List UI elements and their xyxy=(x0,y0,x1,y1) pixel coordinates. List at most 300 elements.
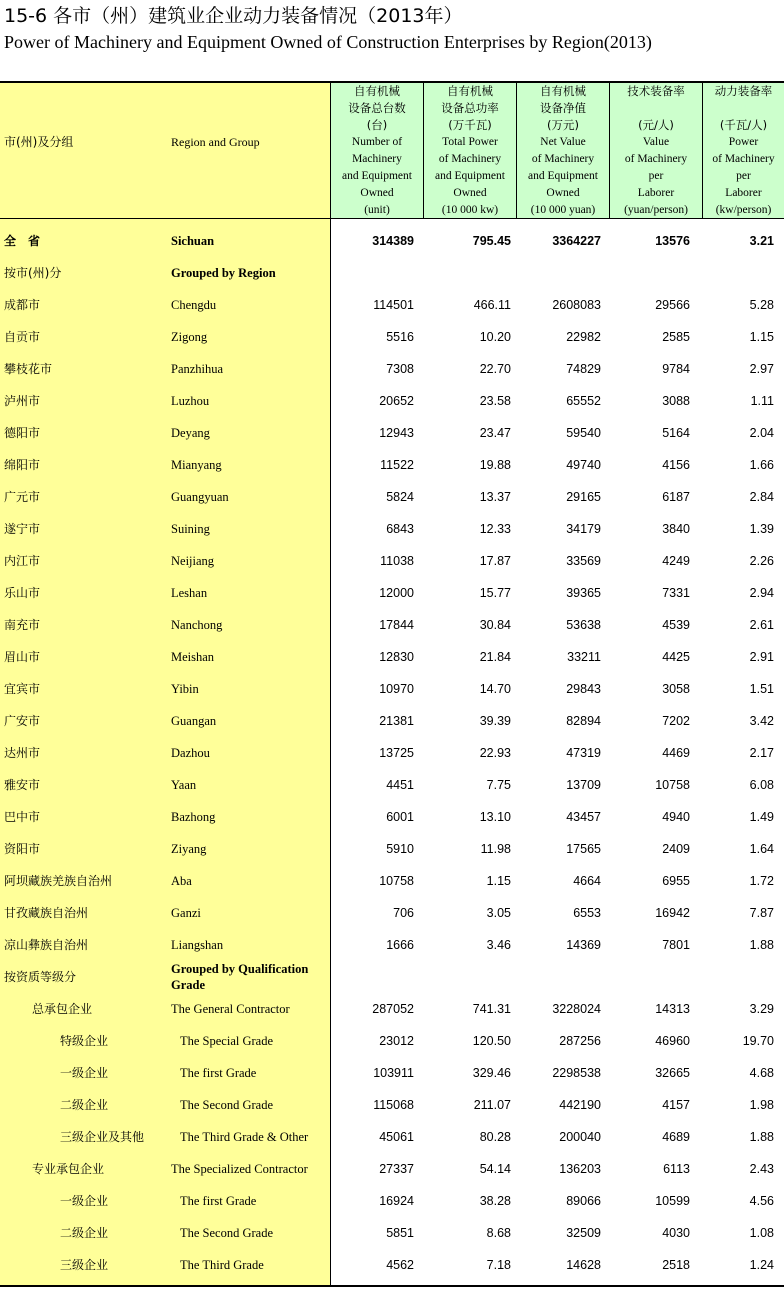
cell-value: 21381 xyxy=(379,714,414,728)
column-header-line: Laborer xyxy=(637,187,675,199)
cell-value: 12.33 xyxy=(479,522,511,536)
cell-value: 5824 xyxy=(386,490,414,504)
row-label-en: The first Grade xyxy=(180,1194,257,1208)
row-label-cn: 眉山市 xyxy=(4,650,41,664)
cell-value: 2.17 xyxy=(749,746,774,760)
row-label-en: Neijiang xyxy=(171,554,215,568)
cell-value: 14.70 xyxy=(479,682,511,696)
column-header-line: Owned xyxy=(546,187,580,199)
table-row xyxy=(0,609,784,641)
column-header-line: 设备总功率 xyxy=(441,101,499,115)
cell-value: 14313 xyxy=(655,1002,690,1016)
cell-value: 12830 xyxy=(379,650,414,664)
header-region-cn: 市(州)及分组 xyxy=(4,135,74,149)
table-row xyxy=(0,705,784,737)
row-label-cn: 成都市 xyxy=(4,298,41,312)
row-label-cn: 宜宾市 xyxy=(4,682,41,696)
cell-value: 795.45 xyxy=(472,234,511,248)
table-row xyxy=(0,1249,784,1281)
row-label-en: Grouped by Qualification Grade xyxy=(171,962,309,992)
cell-value: 3364227 xyxy=(552,234,601,248)
row-label-cn: 二级企业 xyxy=(60,1226,109,1240)
column-header-line: (万元) xyxy=(547,118,579,132)
cell-value: 30.84 xyxy=(479,618,511,632)
table-row xyxy=(0,289,784,321)
row-label-en: Ziyang xyxy=(171,842,207,856)
cell-value: 89066 xyxy=(566,1194,601,1208)
cell-value: 33569 xyxy=(566,554,601,568)
cell-value: 2.97 xyxy=(749,362,774,376)
cell-value: 1.66 xyxy=(749,458,774,472)
column-header-4 xyxy=(610,82,703,218)
cell-value: 27337 xyxy=(379,1162,414,1176)
cell-value: 1.64 xyxy=(749,842,774,856)
cell-value: 466.11 xyxy=(473,298,511,312)
cell-value: 14628 xyxy=(566,1258,601,1272)
cell-value: 4940 xyxy=(662,810,690,824)
cell-value: 8.68 xyxy=(486,1226,511,1240)
cell-value: 4562 xyxy=(386,1258,414,1272)
cell-value: 2608083 xyxy=(552,298,601,312)
cell-value: 2.94 xyxy=(749,586,774,600)
column-header-line: per xyxy=(648,170,664,182)
cell-value: 17.87 xyxy=(479,554,511,568)
cell-value: 2585 xyxy=(662,330,690,344)
table-row xyxy=(0,1089,784,1121)
row-label-en: The General Contractor xyxy=(171,1002,290,1016)
cell-value: 10758 xyxy=(379,874,414,888)
cell-value: 65552 xyxy=(566,394,601,408)
row-label-cn: 自贡市 xyxy=(4,330,41,344)
row-label-en: The Specialized Contractor xyxy=(171,1162,308,1176)
cell-value: 11522 xyxy=(380,458,414,472)
column-header-2 xyxy=(424,82,517,218)
cell-value: 39365 xyxy=(566,586,601,600)
row-label-en: Aba xyxy=(171,874,192,888)
row-label-en: Sichuan xyxy=(171,234,215,248)
cell-value: 5851 xyxy=(386,1226,414,1240)
cell-value: 10970 xyxy=(379,682,414,696)
cell-value: 32509 xyxy=(566,1226,601,1240)
row-label-en: Liangshan xyxy=(171,938,224,952)
cell-value: 6955 xyxy=(662,874,690,888)
cell-value: 6001 xyxy=(386,810,414,824)
cell-value: 39.39 xyxy=(479,714,511,728)
column-header-line: and Equipment xyxy=(342,170,412,182)
cell-value: 33211 xyxy=(567,650,601,664)
cell-value: 16942 xyxy=(655,906,690,920)
cell-value: 2.04 xyxy=(749,426,774,440)
cell-value: 4689 xyxy=(662,1130,690,1144)
row-label-cn: 按资质等级分 xyxy=(4,970,77,984)
cell-value: 2.84 xyxy=(749,490,774,504)
cell-value: 2.26 xyxy=(749,554,774,568)
table-row xyxy=(0,545,784,577)
cell-value: 23012 xyxy=(379,1034,414,1048)
cell-value: 3840 xyxy=(662,522,690,536)
row-label-cn: 资阳市 xyxy=(4,842,41,856)
cell-value: 10599 xyxy=(655,1194,690,1208)
cell-value: 4539 xyxy=(662,618,690,632)
cell-value: 38.28 xyxy=(479,1194,511,1208)
cell-value: 7.75 xyxy=(486,778,511,792)
cell-value: 1.39 xyxy=(749,522,774,536)
cell-value: 59540 xyxy=(566,426,601,440)
cell-value: 7.18 xyxy=(486,1258,511,1272)
cell-value: 314389 xyxy=(372,234,414,248)
table-row xyxy=(0,1153,784,1185)
header-rule xyxy=(0,218,784,219)
cell-value: 1.15 xyxy=(749,330,774,344)
cell-value: 4249 xyxy=(662,554,690,568)
row-label-en: Bazhong xyxy=(171,810,216,824)
column-header-3 xyxy=(517,82,610,218)
table-row xyxy=(0,449,784,481)
row-label-cn: 乐山市 xyxy=(4,586,41,600)
column-header-line: of Machinery xyxy=(531,153,595,165)
cell-value: 22.70 xyxy=(479,362,511,376)
column-header-line: (10 000 yuan) xyxy=(530,204,596,216)
row-label-cn: 德阳市 xyxy=(4,426,41,440)
cell-value: 6.08 xyxy=(749,778,774,792)
table-row xyxy=(0,865,784,897)
table-row xyxy=(0,993,784,1025)
row-label-cn: 巴中市 xyxy=(4,810,41,824)
column-header-line: of Machinery xyxy=(712,153,775,165)
cell-value: 15.77 xyxy=(479,586,511,600)
cell-value: 1.08 xyxy=(749,1226,774,1240)
column-header-line: Laborer xyxy=(725,187,762,199)
table-row xyxy=(0,1185,784,1217)
cell-value: 23.58 xyxy=(479,394,511,408)
column-header-line: (台) xyxy=(366,118,388,132)
cell-value: 3.05 xyxy=(486,906,511,920)
cell-value: 5516 xyxy=(386,330,414,344)
cell-value: 17565 xyxy=(566,842,601,856)
cell-value: 74829 xyxy=(566,362,601,376)
row-label-cn: 泸州市 xyxy=(4,394,41,408)
cell-value: 29566 xyxy=(655,298,690,312)
cell-value: 2409 xyxy=(662,842,690,856)
row-label-cn: 一级企业 xyxy=(60,1194,109,1208)
cell-value: 6843 xyxy=(386,522,414,536)
cell-value: 45061 xyxy=(379,1130,414,1144)
cell-value: 329.46 xyxy=(472,1066,511,1080)
cell-value: 20652 xyxy=(379,394,414,408)
cell-value: 11.98 xyxy=(480,842,511,856)
header-region-en: Region and Group xyxy=(171,135,260,149)
cell-value: 16924 xyxy=(379,1194,414,1208)
cell-value: 1.15 xyxy=(486,874,511,888)
cell-value: 4.68 xyxy=(749,1066,774,1080)
row-label-cn: 绵阳市 xyxy=(4,458,41,472)
row-label-cn: 南充市 xyxy=(4,618,41,632)
cell-value: 5.28 xyxy=(749,298,774,312)
column-header-line: 动力装备率 xyxy=(714,84,773,98)
cell-value: 9784 xyxy=(662,362,690,376)
cell-value: 29165 xyxy=(566,490,601,504)
table-row xyxy=(0,385,784,417)
cell-value: 3.29 xyxy=(749,1002,774,1016)
cell-value: 82894 xyxy=(566,714,601,728)
table-row xyxy=(0,225,784,257)
table-row xyxy=(0,1217,784,1249)
cell-value: 17844 xyxy=(379,618,414,632)
cell-value: 1666 xyxy=(386,938,414,952)
cell-value: 4157 xyxy=(662,1098,690,1112)
row-label-en: Yibin xyxy=(171,682,199,696)
column-header-line xyxy=(610,100,702,117)
cell-value: 4425 xyxy=(662,650,690,664)
column-header-line: Net Value xyxy=(540,136,586,148)
cell-value: 46960 xyxy=(655,1034,690,1048)
cell-value: 13709 xyxy=(566,778,601,792)
row-label-cn: 三级企业及其他 xyxy=(60,1130,145,1144)
cell-value: 23.47 xyxy=(479,426,511,440)
cell-value: 14369 xyxy=(566,938,601,952)
column-header-line: per xyxy=(736,170,751,182)
column-header-line: and Equipment xyxy=(435,170,505,182)
table-row xyxy=(0,833,784,865)
row-label-en: The Second Grade xyxy=(180,1226,274,1240)
row-label-en: Ganzi xyxy=(171,906,201,920)
row-label-en: The first Grade xyxy=(180,1066,257,1080)
column-header-line: 自有机械 xyxy=(540,84,586,98)
cell-value: 12000 xyxy=(379,586,414,600)
cell-value: 4469 xyxy=(662,746,690,760)
cell-value: 136203 xyxy=(559,1162,601,1176)
table-row xyxy=(0,513,784,545)
cell-value: 19.88 xyxy=(479,458,511,472)
cell-value: 3228024 xyxy=(552,1002,601,1016)
column-header-line: of Machinery xyxy=(438,153,502,165)
column-header-1 xyxy=(331,82,424,218)
row-label-en: Grouped by Region xyxy=(171,266,276,280)
cell-value: 4451 xyxy=(386,778,414,792)
row-label-en: Deyang xyxy=(171,426,210,440)
cell-value: 1.72 xyxy=(749,874,774,888)
table-title-en: Power of Machinery and Equipment Owned of Construction Enterprises by Region(2013) xyxy=(4,32,652,52)
cell-value: 6553 xyxy=(573,906,601,920)
column-header-line: 技术装备率 xyxy=(627,84,685,98)
cell-value: 22982 xyxy=(566,330,601,344)
row-label-en: The Special Grade xyxy=(180,1034,274,1048)
row-label-en: Meishan xyxy=(171,650,215,664)
row-label-cn: 遂宁市 xyxy=(4,522,41,536)
column-header-line: 自有机械 xyxy=(354,84,400,98)
cell-value: 3.42 xyxy=(749,714,774,728)
cell-value: 54.14 xyxy=(479,1162,511,1176)
cell-value: 103911 xyxy=(373,1066,414,1080)
cell-value: 1.11 xyxy=(750,394,774,408)
cell-value: 12943 xyxy=(379,426,414,440)
table-row xyxy=(0,961,784,993)
cell-value: 5910 xyxy=(386,842,414,856)
cell-value: 13725 xyxy=(379,746,414,760)
cell-value: 7.87 xyxy=(749,906,774,920)
row-label-cn: 广安市 xyxy=(4,714,41,728)
cell-value: 2298538 xyxy=(552,1066,601,1080)
column-header-line: (unit) xyxy=(364,204,390,216)
row-label-cn: 三级企业 xyxy=(60,1258,109,1272)
cell-value: 47319 xyxy=(566,746,601,760)
cell-value: 10758 xyxy=(655,778,690,792)
table-title-cn: 15-6 各市（州）建筑业企业动力装备情况（2013年） xyxy=(4,5,463,27)
row-label-en: Guangan xyxy=(171,714,217,728)
column-header-line: Machinery xyxy=(352,153,402,165)
cell-value: 13.37 xyxy=(479,490,511,504)
row-label-cn: 雅安市 xyxy=(4,778,41,792)
column-header-line: of Machinery xyxy=(624,153,688,165)
row-label-cn: 全 省 xyxy=(4,234,41,248)
cell-value: 10.20 xyxy=(479,330,511,344)
table-row xyxy=(0,929,784,961)
column-header-line: (元/人) xyxy=(638,118,674,132)
cell-value: 29843 xyxy=(566,682,601,696)
row-label-en: Zigong xyxy=(171,330,208,344)
column-header-line: 设备净值 xyxy=(540,101,586,115)
column-header-line: Power xyxy=(728,136,759,148)
row-label-cn: 专业承包企业 xyxy=(32,1162,105,1176)
table-row xyxy=(0,257,784,289)
row-label-cn: 凉山彝族自治州 xyxy=(4,938,89,952)
table-row xyxy=(0,481,784,513)
cell-value: 1.88 xyxy=(749,938,774,952)
column-header-line: (千瓦/人) xyxy=(719,118,768,132)
row-label-cn: 广元市 xyxy=(4,490,41,504)
row-label-cn: 内江市 xyxy=(4,554,41,568)
table-row xyxy=(0,353,784,385)
cell-value: 1.88 xyxy=(749,1130,774,1144)
cell-value: 21.84 xyxy=(479,650,511,664)
row-label-en: Leshan xyxy=(171,586,208,600)
cell-value: 53638 xyxy=(566,618,601,632)
row-label-en: The Second Grade xyxy=(180,1098,274,1112)
row-label-cn: 特级企业 xyxy=(60,1034,109,1048)
row-label-cn: 二级企业 xyxy=(60,1098,109,1112)
cell-value: 3058 xyxy=(662,682,690,696)
table-row xyxy=(0,769,784,801)
cell-value: 1.51 xyxy=(749,682,774,696)
row-label-cn: 总承包企业 xyxy=(32,1002,93,1016)
cell-value: 442190 xyxy=(559,1098,601,1112)
cell-value: 3.46 xyxy=(486,938,511,952)
row-label-en: Chengdu xyxy=(171,298,217,312)
cell-value: 1.49 xyxy=(749,810,774,824)
row-label-en: Nanchong xyxy=(171,618,223,632)
cell-value: 22.93 xyxy=(479,746,511,760)
cell-value: 2.61 xyxy=(749,618,774,632)
cell-value: 4030 xyxy=(662,1226,690,1240)
row-label-cn: 甘孜藏族自治州 xyxy=(4,906,89,920)
column-header-line: (yuan/person) xyxy=(624,204,688,216)
cell-value: 287256 xyxy=(559,1034,601,1048)
column-header-line: Total Power xyxy=(442,136,498,148)
cell-value: 114501 xyxy=(373,298,414,312)
cell-value: 13576 xyxy=(655,234,690,248)
table-row xyxy=(0,1057,784,1089)
cell-value: 5164 xyxy=(662,426,690,440)
top-rule xyxy=(0,81,784,83)
cell-value: 1.24 xyxy=(749,1258,774,1272)
column-header-line: Value xyxy=(642,136,670,148)
cell-value: 211.07 xyxy=(473,1098,511,1112)
table-row xyxy=(0,577,784,609)
cell-value: 120.50 xyxy=(472,1034,511,1048)
cell-value: 115068 xyxy=(373,1098,414,1112)
column-header-line: 设备总台数 xyxy=(348,101,406,115)
table-row xyxy=(0,417,784,449)
row-label-cn: 一级企业 xyxy=(60,1066,109,1080)
column-header-line xyxy=(703,100,784,117)
row-label-en: Guangyuan xyxy=(171,490,229,504)
cell-value: 13.10 xyxy=(479,810,511,824)
table-row xyxy=(0,321,784,353)
bottom-rule xyxy=(0,1285,784,1287)
row-label-cn: 达州市 xyxy=(4,746,41,760)
row-label-cn: 阿坝藏族羌族自治州 xyxy=(4,874,113,888)
cell-value: 80.28 xyxy=(479,1130,511,1144)
row-label-en: Yaan xyxy=(171,778,197,792)
row-label-en: Mianyang xyxy=(171,458,222,472)
cell-value: 11038 xyxy=(380,554,414,568)
cell-value: 2518 xyxy=(662,1258,690,1272)
row-label-cn: 攀枝花市 xyxy=(4,362,53,376)
table-row xyxy=(0,1121,784,1153)
column-header-line: Owned xyxy=(360,187,394,199)
column-header-5 xyxy=(703,82,784,218)
cell-value: 34179 xyxy=(566,522,601,536)
cell-value: 706 xyxy=(393,906,414,920)
table-row xyxy=(0,737,784,769)
row-label-en: The Third Grade & Other xyxy=(180,1130,309,1144)
cell-value: 19.70 xyxy=(742,1034,774,1048)
row-label-en: Dazhou xyxy=(171,746,210,760)
column-header-line: and Equipment xyxy=(528,170,598,182)
table-row xyxy=(0,641,784,673)
cell-value: 6113 xyxy=(663,1162,690,1176)
cell-value: 6187 xyxy=(662,490,690,504)
table-row xyxy=(0,801,784,833)
column-header-line: 自有机械 xyxy=(447,84,493,98)
cell-value: 1.98 xyxy=(749,1098,774,1112)
row-label-en: Suining xyxy=(171,522,210,536)
row-label-en: Panzhihua xyxy=(171,362,224,376)
cell-value: 7801 xyxy=(662,938,690,952)
column-header-line: (万千瓦) xyxy=(448,118,492,132)
cell-value: 741.31 xyxy=(472,1002,511,1016)
cell-value: 43457 xyxy=(566,810,601,824)
cell-value: 4.56 xyxy=(749,1194,774,1208)
row-label-en: The Third Grade xyxy=(180,1258,264,1272)
table-row xyxy=(0,897,784,929)
cell-value: 49740 xyxy=(566,458,601,472)
cell-value: 4156 xyxy=(662,458,690,472)
column-header-line: Number of xyxy=(351,136,403,148)
cell-value: 32665 xyxy=(655,1066,690,1080)
cell-value: 3.21 xyxy=(749,234,774,248)
cell-value: 3088 xyxy=(662,394,690,408)
column-header-line: (kw/person) xyxy=(715,204,772,216)
table-row xyxy=(0,1025,784,1057)
cell-value: 287052 xyxy=(372,1002,414,1016)
cell-value: 7308 xyxy=(386,362,414,376)
column-header-line: Owned xyxy=(453,187,487,199)
cell-value: 7202 xyxy=(662,714,690,728)
column-header-line: (10 000 kw) xyxy=(441,204,499,216)
row-label-en: Luzhou xyxy=(171,394,210,408)
cell-value: 7331 xyxy=(662,586,690,600)
